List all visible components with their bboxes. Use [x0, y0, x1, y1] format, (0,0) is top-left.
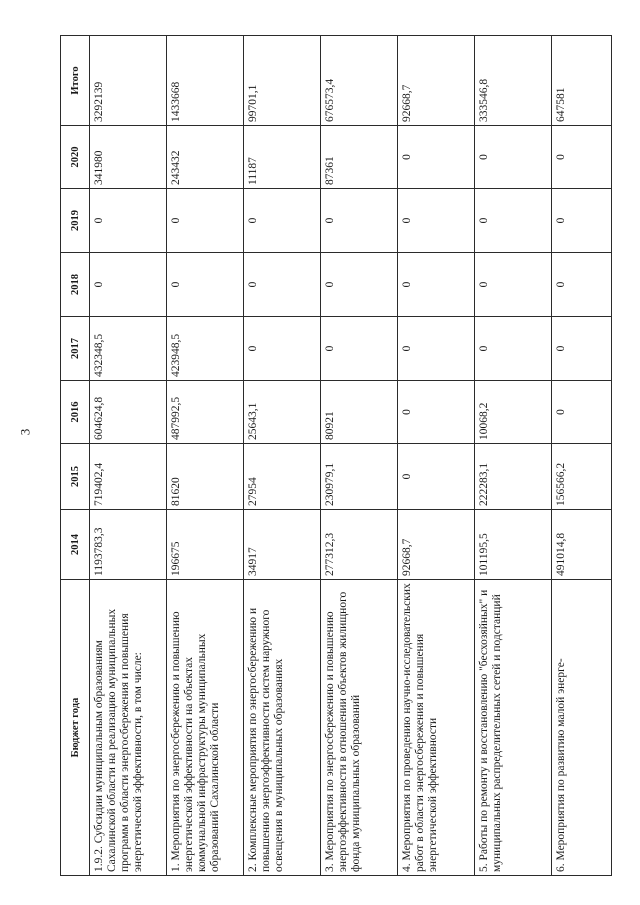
cell-2016: 0: [552, 381, 612, 444]
row-label: 5. Работы по ремонту и восстановлению "бесхозяйных" и муниципальных распределительных сетей и подстанций: [475, 580, 552, 876]
row-label: 6. Мероприятия по развитию малой энерге-: [552, 580, 612, 876]
cell-2019: 0: [398, 189, 475, 253]
row-label: 1.9.2. Субсидии муниципальным образованиям Сахалинской области на реализацию муниципальных программ в области энергосбережения и повышения энергетической эффективности, в том числе:: [90, 580, 167, 876]
cell-2018: 0: [398, 253, 475, 317]
cell-2017: 423948,5: [167, 317, 244, 381]
page-number: 3: [17, 428, 33, 436]
cell-2014: 196675: [167, 510, 244, 580]
header-total: Итого: [61, 36, 90, 126]
cell-2015: 230979,1: [321, 444, 398, 510]
cell-2017: 0: [321, 317, 398, 381]
cell-2014: 34917: [244, 510, 321, 580]
cell-2019: 0: [244, 189, 321, 253]
cell-2016: 80921: [321, 381, 398, 444]
cell-2017: 0: [244, 317, 321, 381]
cell-2015: 156566,2: [552, 444, 612, 510]
cell-2018: 0: [244, 253, 321, 317]
cell-2016: 0: [398, 381, 475, 444]
cell-2016: 25643,1: [244, 381, 321, 444]
cell-2020: 11187: [244, 126, 321, 189]
table-row: [398, 36, 475, 876]
cell-2019: 0: [475, 189, 552, 253]
cell-total: 3292139: [90, 36, 167, 126]
header-2016: 2016: [61, 381, 90, 444]
cell-total: 647581: [552, 36, 612, 126]
cell-2020: 0: [475, 126, 552, 189]
row-label: 2. Комплексные мероприятия по энергосбережению и повышению энергоэффективности систем наружного освещения в муниципальных образованиях: [244, 580, 321, 876]
cell-2016: 487992,5: [167, 381, 244, 444]
table-row: [475, 36, 552, 876]
cell-2017: 0: [552, 317, 612, 381]
row-label: 3. Мероприятия по энергосбережению и повышению энергоэффективности в отношении объектов жилищного фонда муниципальных образований: [321, 580, 398, 876]
table-row: [321, 36, 398, 876]
cell-2014: 277312,3: [321, 510, 398, 580]
cell-total: 333546,8: [475, 36, 552, 126]
cell-2020: 0: [552, 126, 612, 189]
cell-2018: 0: [321, 253, 398, 317]
cell-2016: 604624,8: [90, 381, 167, 444]
header-2015: 2015: [61, 444, 90, 510]
table-row: [552, 36, 612, 876]
header-2017: 2017: [61, 317, 90, 381]
cell-2017: 0: [475, 317, 552, 381]
cell-2014: 101195,5: [475, 510, 552, 580]
cell-2014: 491014,8: [552, 510, 612, 580]
cell-2018: 0: [90, 253, 167, 317]
table-header-row: [61, 36, 90, 876]
cell-2015: 81620: [167, 444, 244, 510]
cell-2015: 719402,4: [90, 444, 167, 510]
cell-2019: 0: [90, 189, 167, 253]
cell-total: 1433668: [167, 36, 244, 126]
cell-total: 676573,4: [321, 36, 398, 126]
table-row: [167, 36, 244, 876]
cell-2015: 27954: [244, 444, 321, 510]
cell-2014: 92668,7: [398, 510, 475, 580]
cell-2019: 0: [167, 189, 244, 253]
cell-2018: 0: [552, 253, 612, 317]
header-2014: 2014: [61, 510, 90, 580]
cell-2018: 0: [475, 253, 552, 317]
budget-table: [60, 35, 612, 876]
header-2018: 2018: [61, 253, 90, 317]
cell-2015: 222283,1: [475, 444, 552, 510]
cell-2018: 0: [167, 253, 244, 317]
row-label: 4. Мероприятия по проведению научно-исследовательских работ в области энергосбережения и повышения энергетической эффективности: [398, 580, 475, 876]
row-label: 1. Мероприятия по энергосбережению и повышению энергетической эффективности на объектах коммунальной инфраструктуры муниципальных образований Сахалинской области: [167, 580, 244, 876]
cell-2019: 0: [552, 189, 612, 253]
cell-total: 92668,7: [398, 36, 475, 126]
cell-2020: 243432: [167, 126, 244, 189]
cell-2020: 87361: [321, 126, 398, 189]
cell-2019: 0: [321, 189, 398, 253]
header-budget-year: Бюджет года: [61, 580, 90, 876]
cell-2014: 1193783,3: [90, 510, 167, 580]
cell-total: 99701,1: [244, 36, 321, 126]
cell-2017: 0: [398, 317, 475, 381]
table-row: [90, 36, 167, 876]
table-row: [244, 36, 321, 876]
cell-2015: 0: [398, 444, 475, 510]
cell-2020: 341980: [90, 126, 167, 189]
header-2019: 2019: [61, 189, 90, 253]
header-2020: 2020: [61, 126, 90, 189]
rotated-table-container: [60, 36, 612, 876]
cell-2017: 432348,5: [90, 317, 167, 381]
cell-2016: 10068,2: [475, 381, 552, 444]
cell-2020: 0: [398, 126, 475, 189]
